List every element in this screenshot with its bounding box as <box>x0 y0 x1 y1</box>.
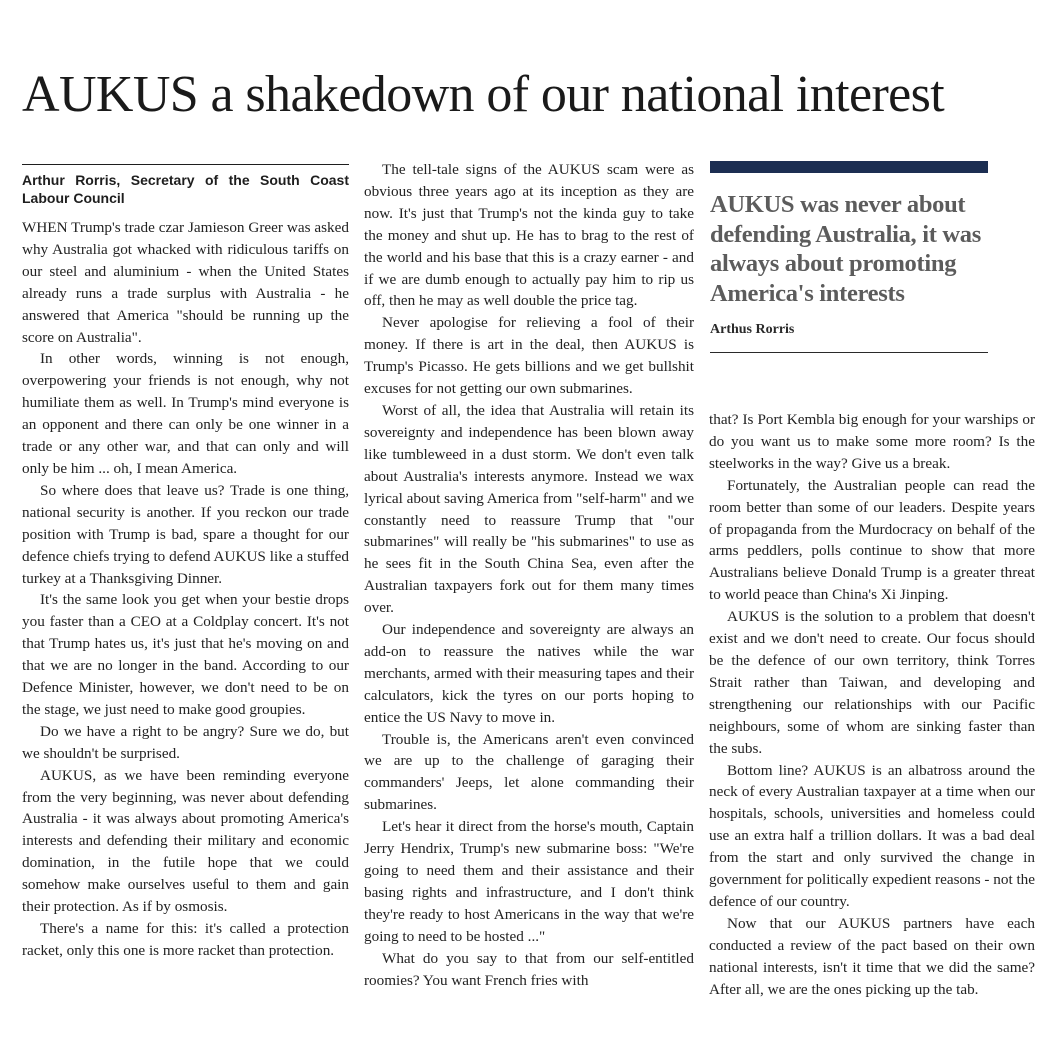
paragraph: Let's hear it direct from the horse's mouth, Captain Jerry Hendrix, Trump's new submarine boss: "We're going to need them and their assistance and their basing rights and infrastructure, and I don't think they're ready to host Americans in the way that we're going to need to be hosted ..." <box>364 818 694 945</box>
article-column-2 <box>364 159 694 991</box>
paragraph: Trouble is, the Americans aren't even convinced we are up to the challenge of garaging their commanders' Jeeps, let alone commanding their submarines. <box>364 730 694 814</box>
byline: Arthur Rorris, Secretary of the South Coast Labour Council <box>22 172 349 206</box>
paragraph: There's a name for this: it's called a protection racket, only this one is more racket than protection. <box>22 920 349 959</box>
paragraph: Never apologise for relieving a fool of their money. If there is art in the deal, then AUKUS is Trump's Picasso. He gets billions and we get bullshit excuses for not getting our own submarines. <box>364 314 694 398</box>
headline: AUKUS a shakedown of our national interest <box>22 66 945 123</box>
paragraph: WHEN Trump's trade czar Jamieson Greer was asked why Australia got whacked with ridiculous tariffs on our steel and aluminium - when the United States already runs a trade surplus with Australia - he answered that America "should be running up the score on Australia". <box>22 219 349 346</box>
pull-quote <box>710 161 988 353</box>
paragraph: So where does that leave us? Trade is one thing, national security is another. If you reckon our trade position with Trump is bad, spare a thought for our defence chiefs trying to defend AUKUS like a stuffed turkey at a Thanksgiving Dinner. <box>22 481 349 587</box>
article-column-3 <box>709 409 1035 1000</box>
paragraph: Bottom line? AUKUS is an albatross around the neck of every Australian taxpayer at a time when our hospitals, schools, universities and homeless could use an extra half a trillion dollars. It was a bad deal from the start and only survived the change in government for politically expedient reasons - not the defence of our country. <box>709 761 1036 910</box>
paragraph: In other words, winning is not enough, overpowering your friends is not enough, why not humiliate them as well. In Trump's mind everyone is an opponent and there can only be one winner in a trade or any other war, and that can only and will only be him ... oh, I mean America. <box>22 350 349 477</box>
paragraph: The tell-tale signs of the AUKUS scam were as obvious three years ago at its inception as they are now. It's just that Trump's not the kinda guy to take the money and shut up. He has to brag to the rest of the world and his base that this is a crazy earner - and if we are dumb enough to actually pay him to rip us off, then he may as well double the price tag. <box>364 161 694 310</box>
pull-quote-accent-bar <box>710 161 988 173</box>
pull-quote-author: Arthus Rorris <box>710 322 988 353</box>
pull-quote-text: AUKUS was never about defending Australia, it was always about promoting America's interests <box>710 191 981 307</box>
paragraph: It's the same look you get when your bestie drops you faster than a CEO at a Coldplay concert. It's not that Trump hates us, it's just that he's moving on and that we are no longer in the band. According to our Defence Minister, however, we don't need to be on the stage, we just need to make good groupies. <box>22 591 349 718</box>
paragraph: Do we have a right to be angry? Sure we do, but we shouldn't be surprised. <box>22 722 349 762</box>
paragraph: Fortunately, the Australian people can read the room better than some of our leaders. Despite years of propaganda from the Murdocracy on behalf of the arms peddlers, polls continue to show that more Australians believe Donald Trump is a greater threat to world peace than China's Xi Jinping. <box>709 476 1035 604</box>
paragraph: Our independence and sovereignty are always an add-on to reassure the natives while the war merchants, armed with their measuring tapes and their calculators, kick the tyres on our ports hoping to entice the US Navy to move in. <box>364 621 694 726</box>
paragraph: AUKUS is the solution to a problem that doesn't exist and we don't need to create. Our focus should be the defence of our own territory, think Torres Strait rather than Taiwan, and developing and strengthening our relationships with our Pacific neighbours, some of whom are sinking faster than the subs. <box>709 608 1035 757</box>
paragraph: Worst of all, the idea that Australia will retain its sovereignty and independence has been blown away like tumbleweed in a dust storm. We don't even talk about Australia's interests anymore. Instead we wax lyrical about saving America from "self-harm" and we constantly need to reassure Trump that "our submarines" will really be "his submarines" to use as he sees fit in the South China Sea, even after the Australian taxpayers fork out for them many times over. <box>364 401 694 617</box>
article-column-1 <box>22 164 349 962</box>
paragraph: AUKUS, as we have been reminding everyone from the very beginning, was never about defending Australia - it was always about promoting America's interests and defending their military and economic domination, in the futile hope that we could somehow make ourselves useful to them and gain their protection. As if by osmosis. <box>22 766 349 916</box>
paragraph: that? Is Port Kembla big enough for your warships or do you want us to make some more room? Is the steelworks in the way? Give us a break. <box>709 411 1035 472</box>
byline-rule <box>22 164 349 165</box>
paragraph: What do you say to that from our self-entitled roomies? You want French fries with <box>364 949 694 989</box>
paragraph: Now that our AUKUS partners have each conducted a review of the pact based on their own national interests, isn't it time that we did the same? After all, we are the ones picking up the tab. <box>709 914 1035 998</box>
